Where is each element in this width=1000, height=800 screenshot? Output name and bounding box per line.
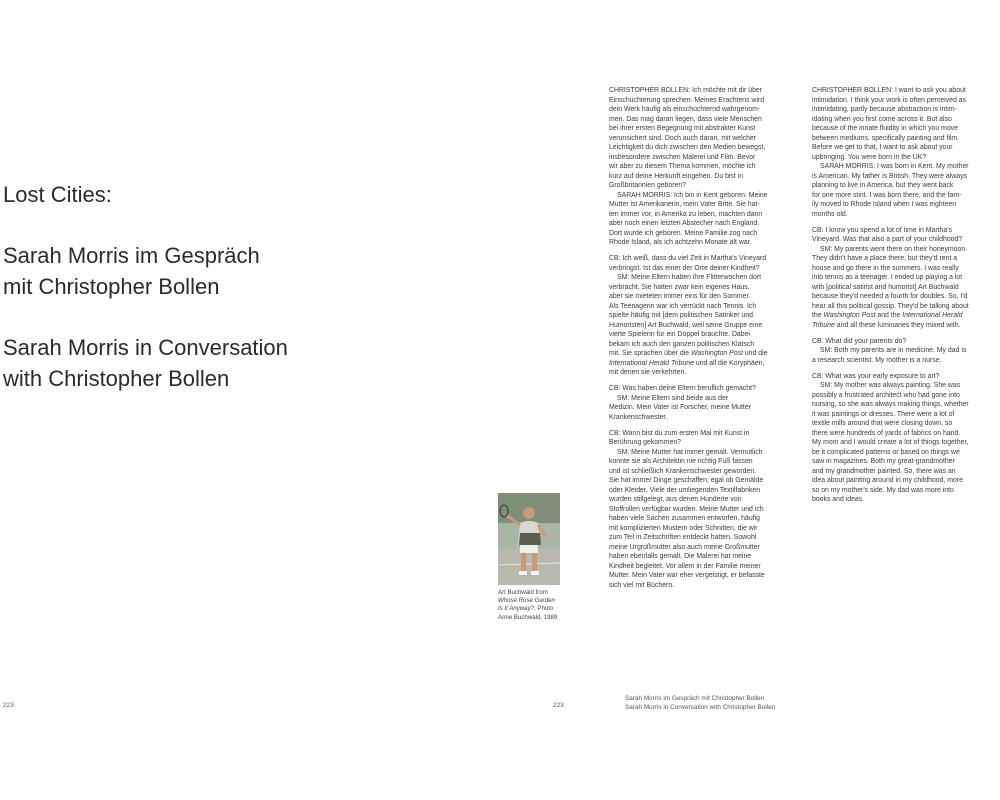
text-line: Krankenschwester. [609,413,668,421]
text-run: mit. Sie sprachen über die [609,350,691,357]
text-line: verunsichert sind. Doch auch daran, mit welcher [609,134,757,142]
text-line: Als Teenagerin war ich verrückt nach Tennis. Ich [609,302,757,310]
paragraph [609,254,809,378]
text-line: saw in magazines. Both my great-grandmother [812,458,955,465]
photo-caption [498,589,570,622]
text-run: Washington Post [690,350,743,357]
page-number-left: 223 [3,702,14,709]
text-line [812,311,1000,321]
text-line: Einschüchterung sprechen. Meines Erachtens wird [609,96,765,104]
text-line: idea about painting around in my childhood, more [812,477,963,484]
text-run: International Herald Tribune [609,359,694,367]
text-line: konnte sie als Architektin nie richtig Fuß fassen [609,458,753,465]
english-column [812,86,1000,511]
caption-text: , Photo [534,605,554,613]
text-line: SM: Both my parents are in medicine. My dad is [820,347,967,354]
text-run: and all these luminaries they mixed with. [834,321,961,329]
caption-title: Whose Rose Garden [498,597,555,605]
text-run: the [812,312,824,319]
text-run: und all die Koryphäen, [693,359,765,367]
text-line: bekam ich auch den ganzen politischen Klatsch [609,340,755,348]
text-line: SM: My mother was always painting. She was [820,382,961,389]
text-line: zum Teil in Zeitschriften entdeckt hatten. Sowohl [609,534,757,541]
paragraph [609,86,809,248]
text-line: SM: Meine Eltern haben ihre Flitterwochen dort [617,274,762,281]
running-footer-german: Sarah Morris im Gespräch mit Christopher Bollen [625,695,765,702]
text-line: planning to live in America, but they went back [812,182,954,189]
text-line: upbringing. You were born in the UK? [812,153,927,161]
page-number-right: 223 [553,702,564,709]
text-line: sich viel mit Büchern. [609,581,675,589]
text-line: intimidation. I think your work is often perceived as [812,96,966,104]
text-line: vierte Spielerin für ein Doppel brauchte. Dabei [609,331,750,338]
paragraph [609,384,809,422]
text-run: und die [742,350,768,357]
text-line: CB: What was your early exposure to art? [812,372,940,380]
title-main: Lost Cities: [3,182,112,207]
text-line: wurden stillgelegt, aus denen Hunderte von [609,496,742,503]
title-block [3,179,363,394]
running-footer-english: Sarah Morris in Conversation with Christopher Bollen [625,703,776,711]
text-line: CB: Wann bist du zum ersten Mal mit Kunst in [609,429,750,437]
text-line: idating when you first come across it. But also [812,115,952,123]
paragraph [812,337,1000,366]
caption-line [498,597,570,605]
text-line: into tennis as a teenager. I ended up playing a lot [812,274,963,281]
text-line: SM: Meine Mutter hat immer gemalt. Vermutlich [617,448,763,456]
text-line: house and go there in the summers. I was really [812,264,959,272]
text-line: kurz auf deine Herkunft eingehen. Du bist in [609,172,744,180]
text-line: because they'd needed a fourth for doubles. So, I'd [812,293,968,300]
text-line: CHRISTOPHER BOLLEN: I want to ask you about [812,87,966,94]
title-english-2: with Christopher Bollen [3,366,230,391]
text-line: for one more stint. I was born there, and the fam- [812,191,962,199]
text-line: aber noch einen letzten Abstecher nach England. [609,220,760,227]
text-line: Stoffrollen verfügbar wurden. Meine Mutter und ich [609,505,764,513]
text-line: Medizin. Mein Vater ist Forscher, meine Mutter [609,404,751,411]
text-line: Berührung gekommen? [609,439,682,446]
text-line: Before we get to that, I want to ask about your [812,144,953,151]
text-line: Leichtigkeit du dich zwischen den Medien bewegst, [609,144,766,151]
caption-line: Art Buchwald from [498,589,548,596]
text-line: CB: Ich weiß, dass du viel Zeit in Martha's Vineyard [609,255,767,262]
text-line: books and ideas. [812,496,865,503]
paragraph [812,226,1000,331]
text-line: so on my mother's side. My dad was more into [812,486,954,494]
text-line: verbringst. Ist das einer der Orte deiner Kindheit? [609,264,760,272]
caption-line [498,605,570,613]
text-line: CB: Was haben deine Eltern beruflich gemacht? [609,385,756,392]
text-line: aber sie mieteten immer eins für den Sommer. [609,293,751,300]
text-line: mit komplizierten Mustern oder Schnitten, die wir [609,524,758,532]
text-line: insbesondere zwischen Malerei und Film. Bevor [609,153,756,161]
text-line: spielte häufig mit [dem politischen Satiriker und [609,312,754,319]
text-line: a research scientist. My mother is a nurse. [812,356,942,364]
text-line: hear all this political gossip. They'd be talking about [812,302,969,310]
text-line: between mediums, specifically painting and film. [812,134,960,142]
text-line: haben viele Sachen zusammen entworfen, häufig [609,515,760,522]
text-run: International Herald [902,312,963,319]
text-line [812,321,1000,331]
text-line: SM: Meine Eltern sind beide aus der [617,394,729,402]
text-line: mit denen sie verkehrten. [609,369,687,376]
german-column [609,86,809,597]
text-line: it was paintings or dresses. There were a lot of [812,410,955,418]
text-line: bei ihrer ersten Begegnung mit abstrakter Kunst [609,125,756,132]
paragraph [609,429,809,591]
text-line: meine Urgroßmutter also auch meine Großmutter [609,543,760,551]
text-line: SARAH MORRIS: Ich bin in Kent geboren. Meine [617,191,768,199]
text-run: and the [875,312,903,319]
text-line: CB: What did your parents do? [812,337,907,345]
text-line: oder Kleider. Viele der umliegenden Textilfabriken [609,486,761,494]
title-german-1: Sarah Morris im Gespräch [3,243,260,268]
title-english-1: Sarah Morris in Conversation [3,335,288,360]
text-line: textile mills around that were closing down, so [812,420,953,427]
title-german-2: mit Christopher Bollen [3,274,220,299]
text-line: with [political satirist and humorist] Art Buchwald [812,283,959,291]
text-line: SM: My parents went there on their honeymoon. [820,245,968,253]
text-line: ten immer vor, in Amerika zu leben, machten dann [609,210,763,218]
text-line: CB: I know you spend a lot of time in Martha's [812,226,952,234]
text-line: months old. [812,210,848,218]
text-line: CHRISTOPHER BOLLEN: Ich möchte mit dir über [609,87,763,94]
text-line: because of the innate fluidity in which you move [812,125,958,132]
tennis-photo [498,493,560,585]
text-line: possibly a frustrated architect who had gone into [812,391,960,399]
text-line: verbracht. Sie hatten zwar kein eigenes Haus, [609,283,750,291]
paragraph [812,372,1000,505]
text-run: Washington Post [823,312,876,319]
text-line [609,359,809,369]
text-line: haben ebenfalls gemalt. Die Malerei hat meine [609,553,752,560]
text-line: Großbritannien geboren? [609,182,686,189]
text-line: und ist schließlich Krankenschwester geworden. [609,467,757,475]
text-line: Humoristen] Art Buchwald, weil seine Gruppe eine [609,321,763,329]
text-line: My mom and I would create a lot of things together, [812,439,969,446]
text-line: Mutter. Mein Vater war eher vergeistigt, er befasste [609,572,765,579]
text-line: Rhode Island, als ich achtzehn Monate alt war. [609,239,752,246]
text-line: Kindheit begleitet. Vor allem in der Familie meiner [609,562,761,570]
tennis-player-illustration [498,493,560,585]
running-footer [625,695,775,712]
text-line: Dort wurde ich geboren. Meine Familie zog nach [609,229,758,237]
caption-title: Is It Anyway? [498,605,535,613]
caption-line: Anne Buchwald, 1989 [498,613,558,621]
text-line: They didn't have a place there, but they'd rent a [812,255,958,262]
text-line: SARAH MORRIS: I was born in Kent. My mother [820,163,969,170]
paragraph [812,86,1000,219]
text-line: nursing, so she was always making things, whether [812,401,969,408]
text-line: wir aber zu diesem Thema kommen, möchte ich [609,163,756,170]
text-line: Vineyard. Was that also a part of your childhood? [812,236,963,243]
text-line: and my grandmother painted. So, there was an [812,467,956,475]
text-line: Mutter ist Amerikanerin, mein Vater Brite. Sie hat- [609,201,760,208]
text-line: there were hundreds of yards of fabrics on hand. [812,429,961,437]
text-line: be it complicated patterns or based on things we [812,448,960,456]
text-line: ily moved to Rhode Island when I was eighteen [812,201,957,208]
text-line: men. Das mag daran liegen, dass viele Menschen [609,115,762,123]
text-line [609,349,809,359]
text-line: dein Werk häufig als einschüchternd wahrgenom- [609,106,761,113]
text-line: Sie hat immer Dinge geschaffen, egal ob Gemälde [609,477,764,484]
text-run: Tribune [812,321,835,329]
text-line: is American. My father is British. They were always [812,172,967,180]
text-line: intimidating, partly because abstraction is intim- [812,106,957,113]
